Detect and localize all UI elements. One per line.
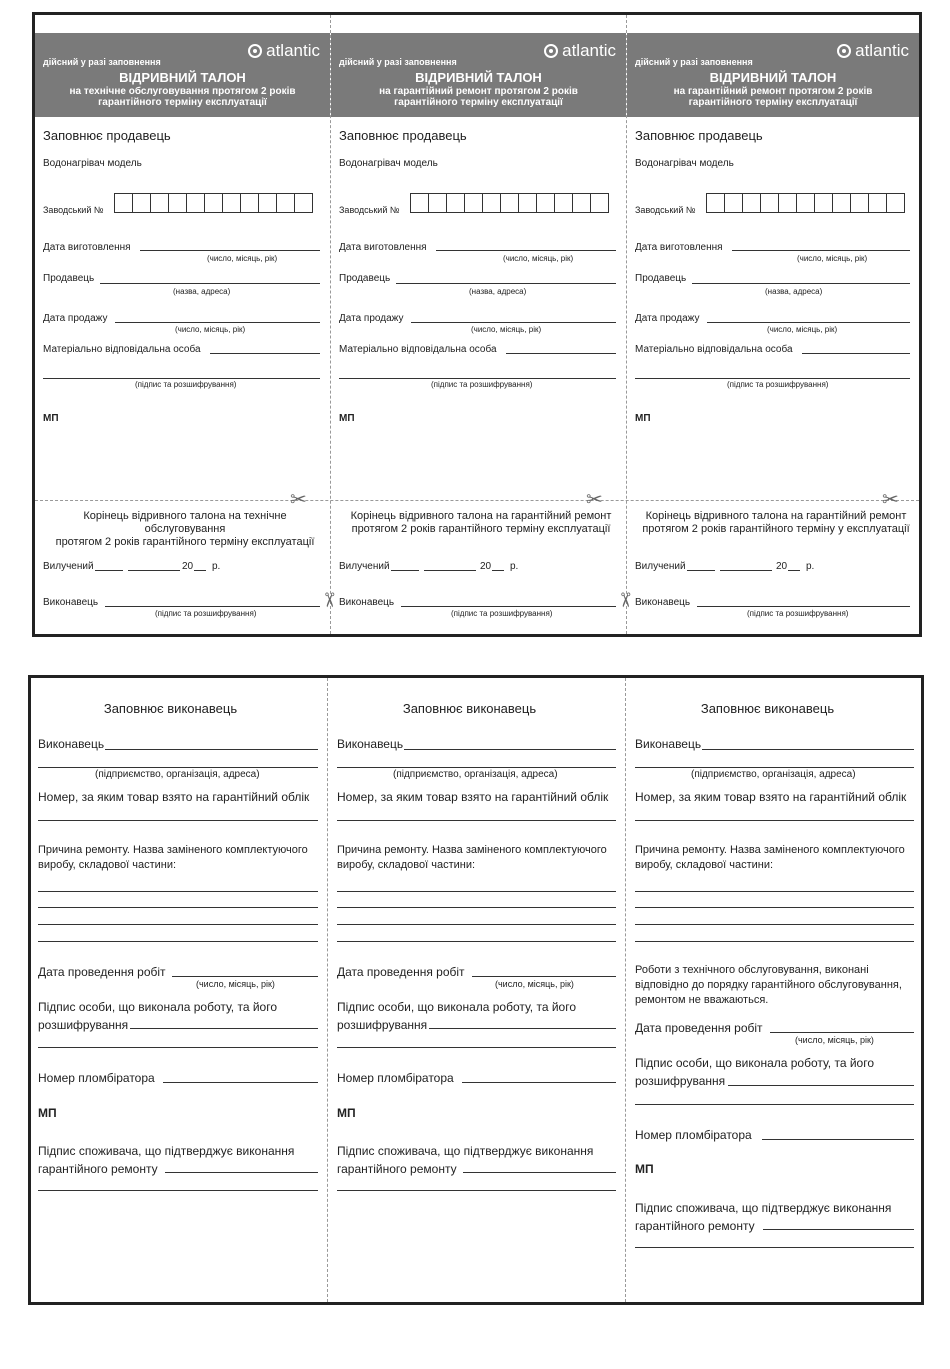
sealer-label: Номер пломбіратора	[635, 1128, 752, 1142]
seller-heading: Заповнює продавець	[339, 128, 467, 143]
consumer-field-line2[interactable]	[635, 1247, 914, 1248]
coupon-title: ВІДРИВНИЙ ТАЛОН	[415, 70, 542, 85]
signature-field[interactable]	[635, 378, 910, 379]
stamp-label: МП	[337, 1106, 356, 1120]
atlantic-logo: atlantic	[544, 41, 616, 61]
reason-label: Причина ремонту. Назва заміненого комплектуючого виробу, складової частини:	[38, 844, 308, 871]
number-label: Номер, за яким товар взято на гарантійний облік	[635, 790, 907, 804]
seller-label: Продавець	[43, 273, 95, 284]
sale-date-hint: (число, місяць, рік)	[471, 325, 542, 334]
mfg-date-field[interactable]	[140, 250, 320, 251]
coupon-title: ВІДРИВНИЙ ТАЛОН	[119, 70, 246, 85]
consumer-field-line2[interactable]	[337, 1190, 616, 1191]
scissors-icon: ✂	[317, 591, 340, 609]
withdrawn-label: Вилучений	[339, 561, 390, 572]
responsible-label: Матеріально відповідальна особа	[635, 344, 793, 355]
reason-field-line[interactable]	[635, 891, 914, 892]
coupon-header-band	[627, 33, 919, 117]
serial-label: Заводський №	[43, 205, 104, 215]
date-field[interactable]	[770, 1032, 914, 1033]
year-suffix: р.	[212, 561, 221, 572]
executor-hint: (підпис та розшифрування)	[451, 609, 553, 618]
number-label: Номер, за яким товар взято на гарантійний облік	[38, 790, 310, 804]
cut-line-vertical	[327, 678, 328, 1302]
withdrawn-day-field[interactable]	[391, 570, 419, 571]
date-hint: (число, місяць, рік)	[795, 1035, 874, 1045]
number-field[interactable]	[337, 820, 616, 821]
signature-field-line2[interactable]	[635, 1104, 914, 1105]
signature-label: Підпис особи, що виконала роботу, та його розшифрування	[635, 1056, 875, 1088]
executor-label: Виконавець	[635, 597, 691, 608]
atlantic-logo: atlantic	[248, 41, 320, 61]
scissors-icon: ✂	[882, 489, 899, 511]
year-prefix: 20	[480, 561, 492, 572]
withdrawn-day-field[interactable]	[95, 570, 123, 571]
reason-field-line[interactable]	[38, 891, 318, 892]
atlantic-logo: atlantic	[837, 41, 909, 61]
serial-label: Заводський №	[339, 205, 400, 215]
withdrawn-label: Вилучений	[635, 561, 686, 572]
date-field[interactable]	[472, 976, 616, 977]
sealer-field[interactable]	[462, 1082, 616, 1083]
withdrawn-year-field[interactable]	[194, 570, 206, 571]
valid-note: дійсний у разі заповнення	[635, 57, 753, 67]
mfg-date-hint: (число, місяць, рік)	[503, 254, 574, 263]
consumer-field[interactable]	[463, 1172, 616, 1173]
cut-line-vertical	[625, 678, 626, 1302]
valid-note: дійсний у разі заповнення	[339, 57, 457, 67]
signature-label: Підпис особи, що виконала роботу, та його розшифрування	[337, 1000, 577, 1032]
withdrawn-month-field[interactable]	[424, 570, 476, 571]
mfg-date-label: Дата виготовлення	[43, 242, 131, 253]
coupon-subtitle: на гарантійний ремонт протягом 2 років гарантійного терміну експлуатації	[673, 86, 873, 108]
withdrawn-year-field[interactable]	[788, 570, 800, 571]
signature-field-line2[interactable]	[337, 1047, 616, 1048]
signature-field[interactable]	[130, 1028, 318, 1029]
executor-field[interactable]	[697, 606, 910, 607]
executor-heading: Заповнює виконавець	[402, 701, 537, 716]
reason-field-line[interactable]	[38, 924, 318, 925]
stub-text: Корінець відривного талона на гарантійний ремонт протягом 2 років гарантійного терміну експлуатації	[350, 510, 612, 535]
sale-date-field[interactable]	[411, 322, 616, 323]
scissors-icon: ✂	[586, 489, 603, 511]
date-field[interactable]	[172, 976, 318, 977]
mfg-date-label: Дата виготовлення	[339, 242, 427, 253]
signature-field[interactable]	[429, 1028, 616, 1029]
reason-field-line[interactable]	[635, 941, 914, 942]
coupon-title: ВІДРИВНИЙ ТАЛОН	[709, 70, 837, 85]
stamp-label: МП	[339, 413, 355, 424]
sale-date-label: Дата продажу	[339, 313, 404, 324]
stamp-label: МП	[635, 413, 651, 424]
reason-field-line[interactable]	[38, 941, 318, 942]
withdrawn-month-field[interactable]	[128, 570, 180, 571]
executor-field[interactable]	[401, 606, 616, 607]
signature-field[interactable]	[728, 1085, 914, 1086]
cut-line-horizontal	[35, 500, 919, 501]
coupon-subtitle: на технічне обслуговування протягом 2 років гарантійного терміну експлуатації	[69, 86, 296, 108]
reason-field-line[interactable]	[38, 907, 318, 908]
signature-hint: (підпис та розшифрування)	[431, 380, 533, 389]
signature-field[interactable]	[43, 378, 320, 379]
seller-field[interactable]	[396, 283, 616, 284]
signature-hint: (підпис та розшифрування)	[727, 380, 829, 389]
sealer-label: Номер пломбіратора	[337, 1071, 454, 1085]
sealer-field[interactable]	[762, 1139, 914, 1140]
signature-field-line2[interactable]	[38, 1047, 318, 1048]
executor-field[interactable]	[105, 606, 320, 607]
scissors-icon: ✂	[290, 489, 307, 511]
coupon-header-band	[331, 33, 626, 117]
year-suffix: р.	[806, 561, 815, 572]
seller-label: Продавець	[339, 273, 391, 284]
executor-hint: (підприємство, організація, адреса)	[393, 769, 558, 780]
logo-ring-icon	[248, 44, 262, 58]
seller-hint: (назва, адреса)	[469, 287, 527, 296]
executor-label: Виконавець	[337, 737, 404, 751]
mfg-date-hint: (число, місяць, рік)	[207, 254, 278, 263]
sale-date-label: Дата продажу	[43, 313, 108, 324]
executor-heading: Заповнює виконавець	[103, 701, 238, 716]
mfg-date-label: Дата виготовлення	[635, 242, 723, 253]
reason-label: Причина ремонту. Назва заміненого комплектуючого виробу, складової частини:	[337, 844, 607, 871]
coupon-header-band	[35, 33, 330, 117]
executor-hint: (підпис та розшифрування)	[747, 609, 849, 618]
stamp-label: МП	[38, 1106, 57, 1120]
mfg-date-hint: (число, місяць, рік)	[797, 254, 868, 263]
number-field[interactable]	[635, 820, 914, 821]
scissors-icon: ✂	[613, 591, 636, 609]
mfg-date-field[interactable]	[732, 250, 910, 251]
signature-label: Підпис особи, що виконала роботу, та його розшифрування	[38, 1000, 278, 1032]
responsible-label: Матеріально відповідальна особа	[43, 344, 201, 355]
executor-field-line2[interactable]	[38, 767, 318, 768]
sale-date-hint: (число, місяць, рік)	[767, 325, 838, 334]
seller-field[interactable]	[100, 283, 320, 284]
model-label: Водонагрівач модель	[635, 158, 734, 169]
executor-heading: Заповнює виконавець	[700, 701, 835, 716]
seller-heading: Заповнює продавець	[635, 128, 763, 143]
serial-label: Заводський №	[635, 205, 696, 215]
year-prefix: 20	[182, 561, 194, 572]
seller-heading: Заповнює продавець	[43, 128, 171, 143]
reason-field-line[interactable]	[337, 941, 616, 942]
withdrawn-month-field[interactable]	[720, 570, 772, 571]
executor-label: Виконавець	[38, 737, 105, 751]
mfg-date-field[interactable]	[436, 250, 616, 251]
executor-field[interactable]	[404, 749, 616, 750]
seller-field[interactable]	[692, 283, 910, 284]
consumer-field-line2[interactable]	[38, 1190, 318, 1191]
sale-date-label: Дата продажу	[635, 313, 700, 324]
sealer-label: Номер пломбіратора	[38, 1071, 155, 1085]
reason-field-line[interactable]	[337, 924, 616, 925]
responsible-field[interactable]	[802, 353, 910, 354]
number-field[interactable]	[38, 820, 318, 821]
model-label: Водонагрівач модель	[43, 158, 142, 169]
executor-hint: (підприємство, організація, адреса)	[691, 769, 856, 780]
consumer-label: Підпис споживача, що підтверджує виконання гарантійного ремонту	[38, 1144, 295, 1176]
consumer-label: Підпис споживача, що підтверджує виконання гарантійного ремонту	[337, 1144, 594, 1176]
sale-date-field[interactable]	[707, 322, 910, 323]
year-suffix: р.	[510, 561, 519, 572]
seller-hint: (назва, адреса)	[765, 287, 823, 296]
number-label: Номер, за яким товар взято на гарантійний облік	[337, 790, 609, 804]
date-hint: (число, місяць, рік)	[196, 979, 275, 989]
model-label: Водонагрівач модель	[339, 158, 438, 169]
consumer-label: Підпис споживача, що підтверджує виконання гарантійного ремонту	[635, 1201, 892, 1233]
seller-label: Продавець	[635, 273, 687, 284]
date-label: Дата проведення робіт	[337, 965, 465, 979]
withdrawn-day-field[interactable]	[687, 570, 715, 571]
executor-field[interactable]	[105, 749, 318, 750]
year-prefix: 20	[776, 561, 788, 572]
responsible-field[interactable]	[210, 353, 320, 354]
consumer-field[interactable]	[763, 1229, 914, 1230]
stamp-label: МП	[635, 1162, 654, 1176]
executor-field-line2[interactable]	[337, 767, 616, 768]
valid-note: дійсний у разі заповнення	[43, 57, 161, 67]
serial-number-boxes[interactable]	[115, 193, 313, 213]
reason-field-line[interactable]	[337, 907, 616, 908]
seller-hint: (назва, адреса)	[173, 287, 231, 296]
sale-date-hint: (число, місяць, рік)	[175, 325, 246, 334]
executor-label: Виконавець	[635, 737, 702, 751]
executor-field-line2[interactable]	[635, 767, 914, 768]
coupon-subtitle: на гарантійний ремонт протягом 2 років гарантійного терміну експлуатації	[379, 86, 578, 108]
stamp-label: МП	[43, 413, 59, 424]
serial-number-boxes[interactable]	[411, 193, 609, 213]
signature-field[interactable]	[339, 378, 616, 379]
reason-field-line[interactable]	[635, 907, 914, 908]
executor-field[interactable]	[702, 749, 914, 750]
signature-hint: (підпис та розшифрування)	[135, 380, 237, 389]
sale-date-field[interactable]	[115, 322, 320, 323]
reason-field-line[interactable]	[337, 891, 616, 892]
responsible-field[interactable]	[506, 353, 616, 354]
executor-hint: (підприємство, організація, адреса)	[95, 769, 260, 780]
executor-label: Виконавець	[339, 597, 395, 608]
reason-field-line[interactable]	[635, 924, 914, 925]
responsible-label: Матеріально відповідальна особа	[339, 344, 497, 355]
stub-text: Корінець відривного талона на гарантійний ремонт протягом 2 років гарантійного терміну у експлуатації	[642, 510, 910, 535]
consumer-field[interactable]	[165, 1172, 318, 1173]
sealer-field[interactable]	[163, 1082, 318, 1083]
maintenance-note: Роботи з технічного обслуговування, виконані відповідно до порядку гарантійного обслуговування, ремонтом не вважаються.	[635, 964, 902, 1006]
executor-hint: (підпис та розшифрування)	[155, 609, 257, 618]
executor-label: Виконавець	[43, 597, 99, 608]
date-label: Дата проведення робіт	[635, 1021, 763, 1035]
date-hint: (число, місяць, рік)	[495, 979, 574, 989]
withdrawn-year-field[interactable]	[492, 570, 504, 571]
date-label: Дата проведення робіт	[38, 965, 166, 979]
logo-ring-icon	[837, 44, 851, 58]
reason-label: Причина ремонту. Назва заміненого комплектуючого виробу, складової частини:	[635, 844, 905, 871]
serial-number-boxes[interactable]	[707, 193, 905, 213]
stub-text: Корінець відривного талона на технічне обслуговування протягом 2 років гарантійного терміну експлуатації	[55, 510, 315, 548]
logo-ring-icon	[544, 44, 558, 58]
withdrawn-label: Вилучений	[43, 561, 94, 572]
